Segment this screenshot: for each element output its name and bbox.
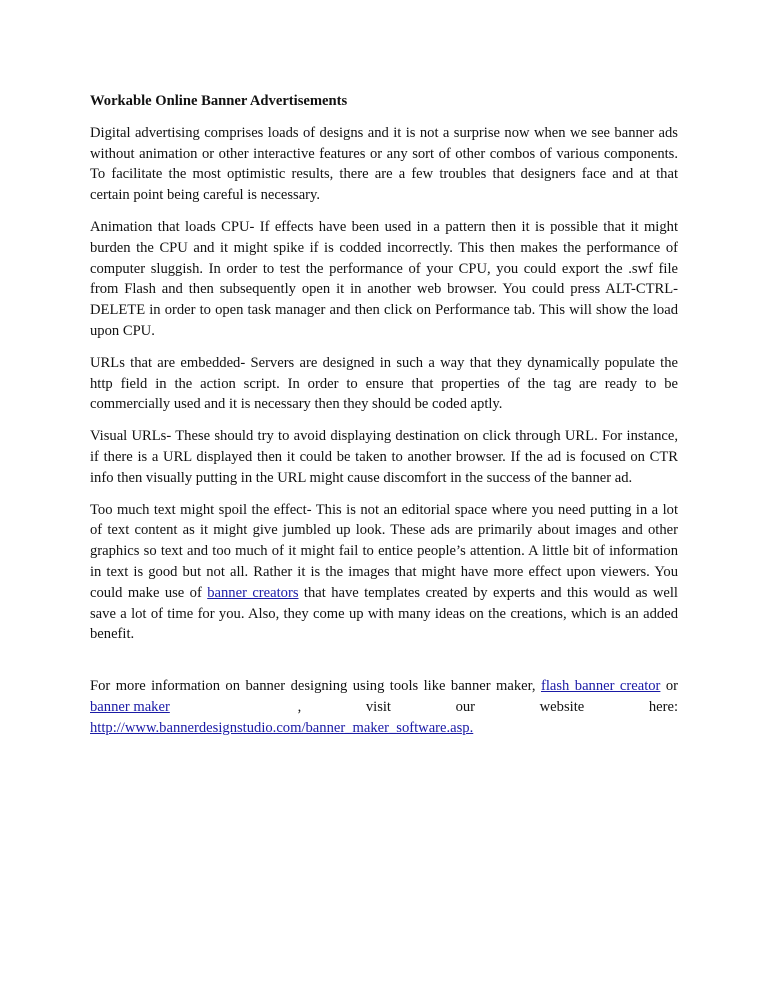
closing-visit: visit	[365, 698, 391, 715]
banner-maker-link[interactable]	[90, 697, 233, 718]
paragraph-embedded-urls: URLs that are embedded- Servers are designed in such a way that they dynamically populate the http field in the action script. In order to ensure that properties of the tag are ready to be commercially used and it is necessary then they should be coded aptly.	[90, 354, 678, 413]
spacer	[90, 656, 678, 676]
paragraph-too-much-text	[90, 500, 678, 646]
document-title: Workable Online Banner Advertisements	[90, 93, 348, 109]
closing-website: website	[539, 698, 585, 715]
closing-intro-text: For more information on banner designing using tools like banner maker,	[90, 678, 541, 695]
paragraph-text-before-link: Too much text might spoil the effect- This is not an editorial space where you need putting in a lot of text content as it might give jumbled up look. These ads are primarily about images and other graphics so text and too much of it might fail to entice people’s attention. A little bit of information in text is good but not all. Rather it is the images that might have more effect upon viewers. You could make use of	[90, 501, 678, 601]
banner-maker-link-text: banner maker	[90, 698, 170, 715]
banner-creators-link[interactable]: banner creators	[207, 584, 299, 601]
banner-maker-software-url-link[interactable]: http://www.bannerdesignstudio.com/banner_maker_software.asp.	[90, 719, 474, 736]
closing-our: our	[455, 698, 476, 715]
paragraph-animation-cpu: Animation that loads CPU- If effects have been used in a pattern then it is possible that it might burden the CPU and it might spike if is codded incorrectly. This then makes the performance of computer sluggish. In order to test the performance of your CPU, you could export the .swf file from Flash and then subsequently open it in another web browser. You could press ALT-CTRL-DELETE in order to open task manager and then click on Performance tab. This will show the load upon CPU.	[90, 218, 678, 339]
paragraph-text-after-link: that have templates created by experts and this would as well save a lot of time for you. Also, they come up with many ideas on the creations, which is an added benefit.	[90, 584, 678, 643]
closing-or-text: or	[660, 678, 679, 695]
closing-comma: ,	[297, 698, 302, 715]
closing-paragraph	[90, 676, 678, 738]
document-page	[90, 91, 678, 739]
paragraph-visual-urls: Visual URLs- These should try to avoid displaying destination on click through URL. For instance, if there is a URL displayed then it could be taken to another browser. If the ad is focused on CTR info then visually putting in the URL might cause discomfort in the success of the banner ad.	[90, 428, 678, 486]
paragraph-intro: Digital advertising comprises loads of designs and it is not a surprise now when we see banner ads without animation or other interactive features or any sort of other combos of various components. To facilitate the most optimistic results, there are a few troubles that designers face and at that certain point being careful is necessary.	[90, 124, 678, 204]
closing-line-1	[90, 676, 678, 697]
closing-line-2	[90, 697, 678, 718]
closing-here: here:	[648, 698, 678, 715]
flash-banner-creator-link[interactable]: flash banner creator	[540, 678, 661, 695]
closing-line-3	[90, 718, 678, 739]
